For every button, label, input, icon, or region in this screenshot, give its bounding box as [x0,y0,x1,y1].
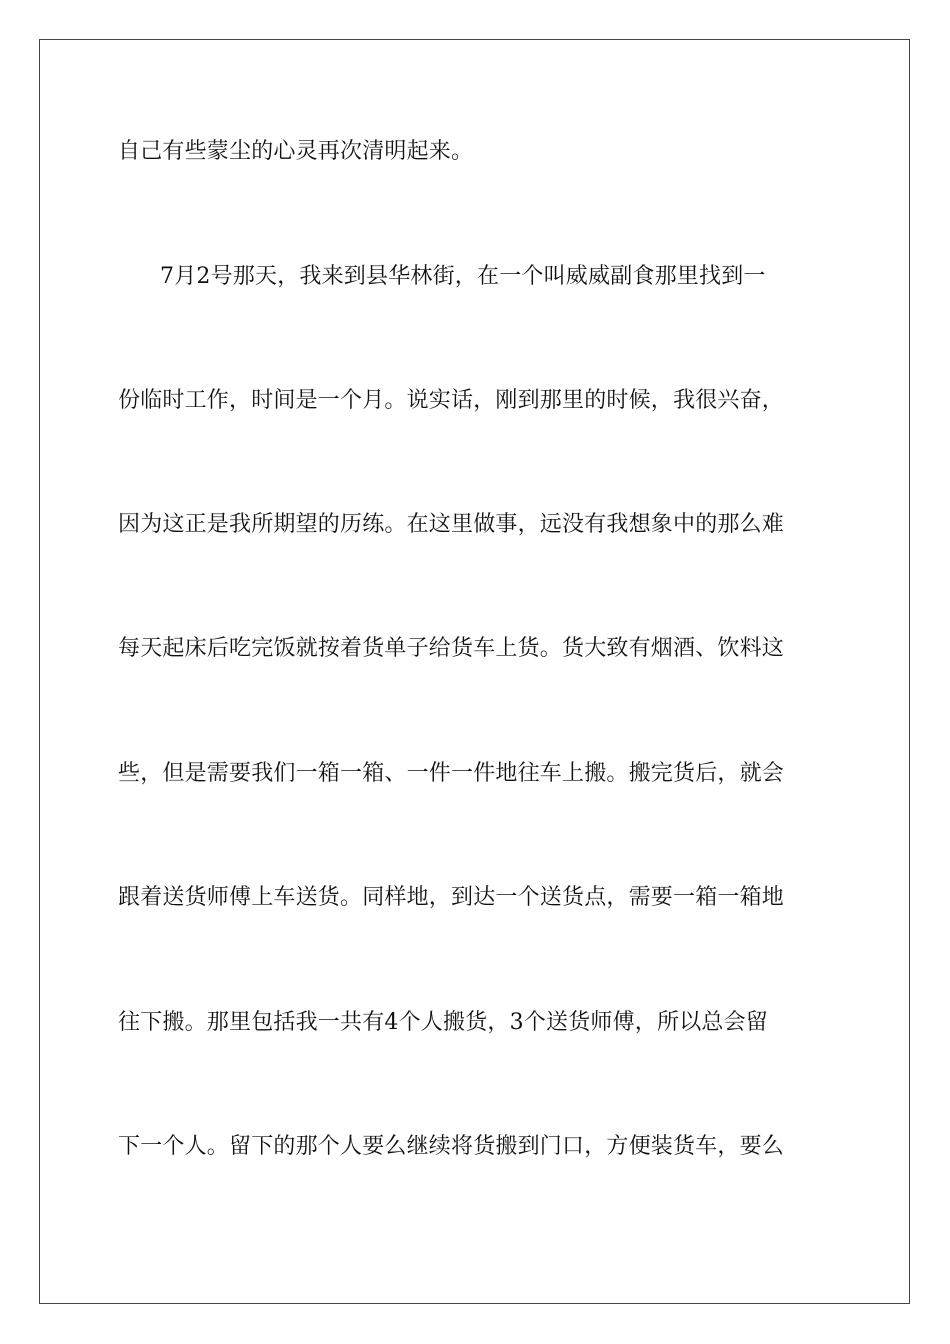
page-border [39,39,910,1304]
text-line-7: 跟着送货师傅上车送货。同样地，到达一个送货点，需要一箱一箱地 [118,885,785,910]
text-line-1: 自己有些蒙尘的心灵再次清明起来。 [118,139,474,164]
text-line-2: 7月2号那天，我来到县华林街，在一个叫威威副食那里找到一 [160,264,766,289]
text-line-5: 每天起床后吃完饭就按着货单子给货车上货。货大致有烟酒、饮料这 [118,636,785,661]
text-line-6: 些，但是需要我们一箱一箱、一件一件地往车上搬。搬完货后，就会 [118,761,785,786]
text-line-4: 因为这正是我所期望的历练。在这里做事，远没有我想象中的那么难 [118,512,785,537]
text-line-3: 份临时工作，时间是一个月。说实话，刚到那里的时候，我很兴奋， [118,388,785,413]
text-line-8: 往下搬。那里包括我一共有4个人搬货，3个送货师傅，所以总会留 [118,1010,768,1035]
text-line-9: 下一个人。留下的那个人要么继续将货搬到门口，方便装货车，要么 [118,1134,785,1159]
